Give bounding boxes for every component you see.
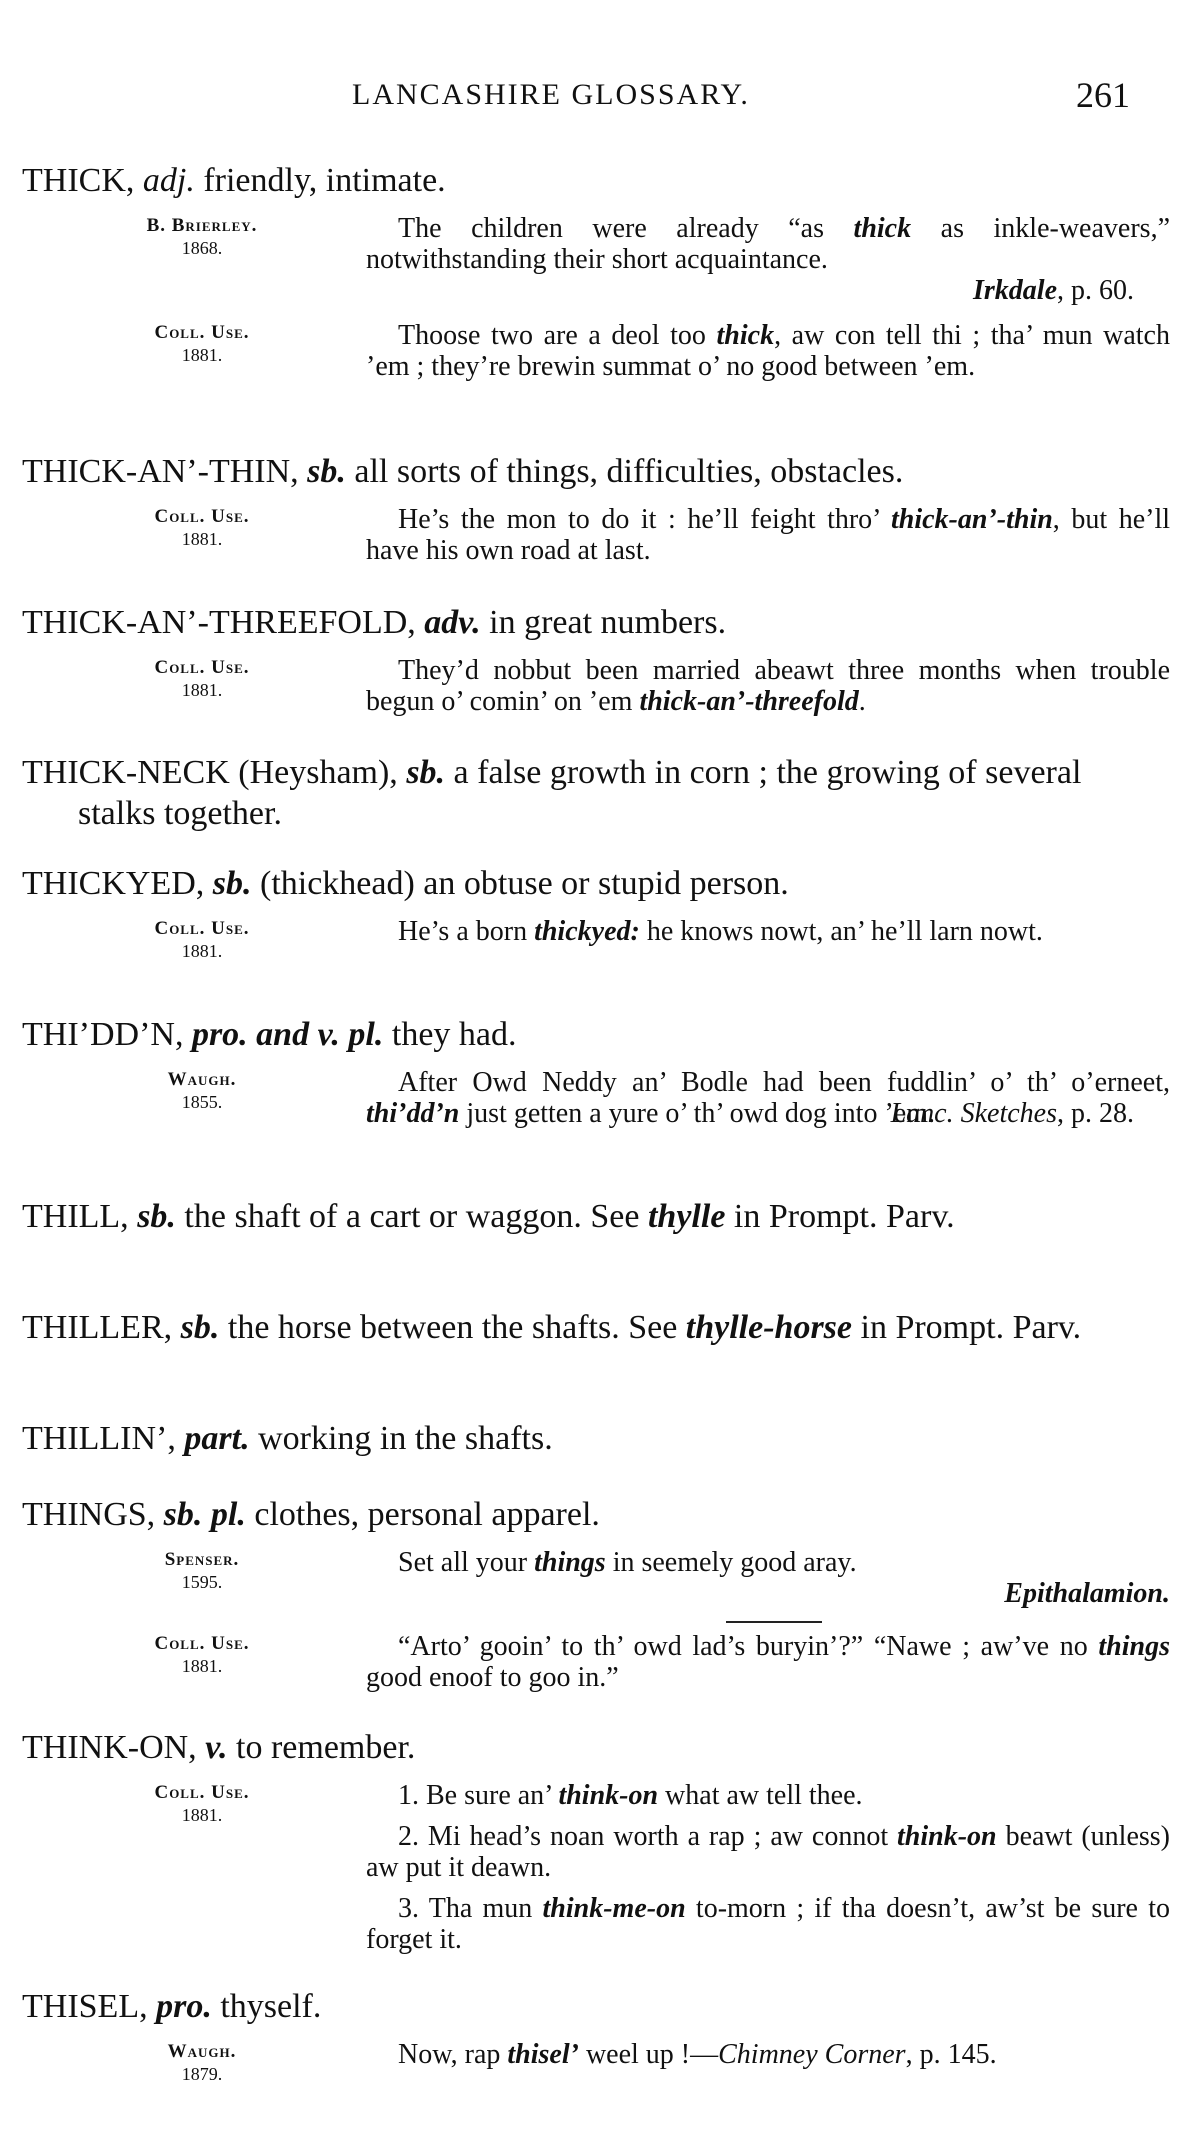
quotation	[22, 916, 1152, 961]
entry-headline	[22, 863, 1152, 904]
source-year: 1881.	[181, 345, 223, 365]
quotation-source	[112, 506, 292, 550]
quote-text: as inkle-weavers,” notwithstanding their short acquaintance.	[366, 213, 1170, 275]
quotation	[22, 320, 1170, 382]
entry-headline	[22, 602, 1152, 643]
quote-text: he knows nowt, an’ he’ll larn nowt.	[639, 916, 1043, 947]
headword: THINK-ON,	[22, 1729, 197, 1766]
quote-text: After Owd Neddy an’ Bodle had been fuddlin’ o’ th’ o’erneet,	[398, 1067, 1170, 1098]
quote-text: in seemely good aray.	[605, 1547, 857, 1578]
quote-text: He’s a born	[398, 916, 535, 947]
headword: THINGS,	[22, 1496, 156, 1533]
quote-text: weel up !—	[578, 2039, 719, 2070]
entry-thick-neck	[22, 752, 1152, 834]
entry-headline	[22, 1196, 1152, 1237]
quotation-text	[366, 655, 1170, 717]
definition: in Prompt. Parv.	[725, 1198, 955, 1235]
headword: THICKYED,	[22, 865, 205, 902]
source-name: Coll. Use.	[154, 506, 250, 527]
quotation-reference	[366, 1578, 1170, 1609]
quotation-text	[366, 504, 1170, 566]
source-name: B. Brierley.	[146, 215, 258, 236]
quotation	[22, 655, 1170, 717]
source-year: 1881.	[181, 941, 223, 961]
source-name: Coll. Use.	[154, 657, 250, 678]
quote-keyword: think-on	[558, 1780, 659, 1811]
quotation-source	[112, 1069, 292, 1113]
quotation-paragraph	[366, 1547, 1170, 1578]
part-of-speech: sb.	[406, 754, 446, 791]
quotation	[22, 1067, 1170, 1129]
part-of-speech: adj.	[142, 162, 195, 199]
quote-keyword: thickyed:	[534, 916, 640, 947]
entry-things	[22, 1494, 1170, 1693]
quotation	[22, 2039, 1152, 2084]
quote-keyword: think-me-on	[542, 1893, 686, 1924]
quote-text: They’d nobbut been married abeawt three months when trouble begun o’ comin’ on ’em	[366, 655, 1170, 717]
part-of-speech: pro. and v. pl.	[191, 1016, 384, 1053]
definition: all sorts of things, difficulties, obstacles.	[345, 453, 904, 490]
quotation	[22, 1780, 1170, 1955]
quotation-text	[366, 1067, 1170, 1129]
headword: THILL,	[22, 1198, 129, 1235]
source-name: Spenser.	[164, 1549, 240, 1570]
quotation-paragraph	[366, 320, 1170, 382]
reference-title: Lanc. Sketches	[890, 1098, 1057, 1129]
source-name: Waugh.	[167, 2041, 237, 2062]
definition: working in the shafts.	[249, 1420, 553, 1457]
quote-text: .	[858, 686, 866, 717]
quotation	[22, 1547, 1170, 1623]
quote-text: He’s the mon to do it : he’ll feight thro’	[398, 504, 891, 535]
source-year: 1868.	[181, 238, 223, 258]
definition: they had.	[383, 1016, 517, 1053]
part-of-speech: sb.	[307, 453, 346, 490]
quotation-source	[112, 1633, 292, 1677]
quote-keyword: thick	[853, 213, 912, 244]
quote-text: what aw tell thee.	[658, 1780, 863, 1811]
quote-keyword: thick-an’-threefold	[639, 686, 859, 717]
quote-keyword: thi’dd’n	[366, 1098, 460, 1129]
quote-text: Now, rap	[398, 2039, 508, 2070]
entry-think-on	[22, 1727, 1170, 1955]
definition: thyself.	[211, 1988, 322, 2025]
reference-title: Chimney Corner	[718, 2039, 906, 2070]
part-of-speech: sb.	[212, 865, 252, 902]
quotation-paragraph	[366, 916, 1170, 947]
quotation-reference	[366, 275, 1170, 306]
quotation-source	[112, 322, 292, 366]
entry-headline	[22, 752, 1152, 834]
part-of-speech: sb.	[137, 1198, 176, 1235]
section-rule	[726, 1621, 822, 1623]
quotation-paragraph	[366, 504, 1170, 566]
quotation-paragraph	[366, 1821, 1170, 1883]
reference-page: , p. 28.	[1057, 1098, 1134, 1129]
headword: THICK-AN’-THREEFOLD,	[22, 604, 416, 641]
source-name: Waugh.	[167, 1069, 237, 1090]
source-year: 1855.	[181, 1092, 223, 1112]
definition: the shaft of a cart or waggon. See	[175, 1198, 648, 1235]
entry-thickyed	[22, 863, 1152, 961]
quotation-paragraph	[366, 1631, 1170, 1693]
source-year: 1881.	[181, 529, 223, 549]
source-name: Coll. Use.	[154, 1633, 250, 1654]
quotation-source	[112, 657, 292, 701]
quotation-source	[112, 918, 292, 962]
quotation	[22, 213, 1170, 306]
reference-title: Irkdale	[973, 275, 1057, 306]
reference-page: , p. 145.	[905, 2039, 997, 2070]
quote-text: Thoose two are a deol too	[398, 320, 717, 351]
entry-thisel	[22, 1986, 1152, 2084]
quote-text: to-morn ; if tha doesn’t, aw’st be sure to forget it.	[366, 1893, 1170, 1955]
part-of-speech: adv.	[424, 604, 481, 641]
definition: a false growth in corn ; the growing of several stalks together.	[78, 754, 1082, 832]
quote-text: beawt (unless) aw put it deawn.	[366, 1821, 1170, 1883]
entry-thill	[22, 1196, 1152, 1237]
headword: THISEL,	[22, 1988, 148, 2025]
quotation-source	[112, 215, 292, 259]
quotation-text	[366, 1547, 1170, 1623]
quote-text: good enoof to goo in.”	[366, 1662, 619, 1693]
reference-title: Epithalamion.	[1004, 1578, 1170, 1609]
quote-keyword: think-on	[897, 1821, 997, 1852]
quote-text: 3. Tha mun	[398, 1893, 543, 1924]
source-name: Coll. Use.	[154, 322, 250, 343]
entry-headline	[22, 1014, 1152, 1055]
quote-text: Set all your	[398, 1547, 535, 1578]
quotation	[22, 1631, 1170, 1693]
definition-keyword: thylle-horse	[685, 1309, 852, 1346]
quote-keyword: thick-an’-thin	[890, 504, 1053, 535]
source-year: 1881.	[181, 680, 223, 700]
quote-keyword: things	[534, 1547, 606, 1578]
entry-thiddn	[22, 1014, 1170, 1129]
page-number: 261	[1076, 75, 1130, 115]
quote-text: 1. Be sure an’	[398, 1780, 559, 1811]
headword: THICK-NECK (Heysham),	[22, 754, 398, 791]
source-year: 1595.	[181, 1572, 223, 1592]
quotation-paragraph	[366, 655, 1170, 717]
quote-keyword: things	[1098, 1631, 1170, 1662]
quotation-paragraph	[366, 1893, 1170, 1955]
entry-headline	[22, 160, 1152, 201]
running-header	[0, 75, 1195, 118]
part-of-speech: sb.	[180, 1309, 220, 1346]
source-year: 1881.	[181, 1805, 223, 1825]
definition: in great numbers.	[480, 604, 727, 641]
headword: THICK-AN’-THIN,	[22, 453, 299, 490]
quote-text: just getten a yure o’ th’ owd dog into ’em.	[459, 1098, 935, 1129]
quote-text: , but he’ll have his own road at last.	[366, 504, 1171, 566]
part-of-speech: pro.	[156, 1988, 212, 2025]
definition: the horse between the shafts. See	[219, 1309, 686, 1346]
quotation-source	[112, 1782, 292, 1826]
quotation-text	[366, 2039, 1170, 2070]
definition: to remember.	[227, 1729, 416, 1766]
quotation-text	[366, 213, 1170, 306]
quotation-text	[366, 1780, 1170, 1955]
quotation	[22, 504, 1171, 566]
definition: in Prompt. Parv.	[852, 1309, 1082, 1346]
running-title: LANCASHIRE GLOSSARY.	[352, 78, 750, 111]
definition: clothes, personal apparel.	[245, 1496, 600, 1533]
definition-keyword: thylle	[647, 1198, 726, 1235]
entry-thick-an-threefold	[22, 602, 1170, 717]
source-year: 1879.	[181, 2064, 223, 2084]
headword: THILLIN’,	[22, 1420, 176, 1457]
quote-keyword: thick	[716, 320, 775, 351]
entry-headline	[22, 1494, 1152, 1535]
quotation-source	[112, 2041, 292, 2085]
entry-headline	[22, 1418, 1152, 1459]
quotation-text	[366, 916, 1170, 947]
entry-thillin	[22, 1418, 1152, 1459]
entry-thick-an-thin	[22, 451, 1171, 566]
source-year: 1881.	[181, 1656, 223, 1676]
part-of-speech: part.	[184, 1420, 250, 1457]
reference-page: , p. 60.	[1057, 275, 1134, 306]
quote-text: 2. Mi head’s noan worth a rap ; aw connot	[398, 1821, 898, 1852]
headword: THILLER,	[22, 1309, 173, 1346]
headword: THI’DD’N,	[22, 1016, 184, 1053]
quote-text: , aw con tell thi ; tha’ mun watch ’em ; they’re brewin summat o’ no good between ’em.	[366, 320, 1170, 382]
entry-thick	[22, 160, 1170, 382]
headword: THICK,	[22, 162, 135, 199]
source-name: Coll. Use.	[154, 1782, 250, 1803]
entry-headline	[22, 1307, 1152, 1348]
part-of-speech: sb. pl.	[163, 1496, 246, 1533]
quotation-text	[366, 320, 1170, 382]
entry-thiller	[22, 1307, 1152, 1348]
definition: (thickhead) an obtuse or stupid person.	[251, 865, 789, 902]
source-name: Coll. Use.	[154, 918, 250, 939]
definition: friendly, intimate.	[194, 162, 446, 199]
quotation-paragraph	[366, 213, 1170, 275]
quote-keyword: thisel’	[507, 2039, 579, 2070]
entry-headline	[22, 1727, 1152, 1768]
quote-text: The children were already “as	[398, 213, 854, 244]
quotation-paragraph	[366, 1780, 1170, 1811]
quotation-source	[112, 1549, 292, 1593]
quotation-paragraph	[366, 2039, 1170, 2070]
entry-headline	[22, 1986, 1152, 2027]
quote-text: “Arto’ gooin’ to th’ owd lad’s buryin’?” “Nawe ; aw’ve no	[398, 1631, 1099, 1662]
part-of-speech: v.	[205, 1729, 228, 1766]
quotation-text	[366, 1631, 1170, 1693]
entry-headline	[22, 451, 1152, 492]
